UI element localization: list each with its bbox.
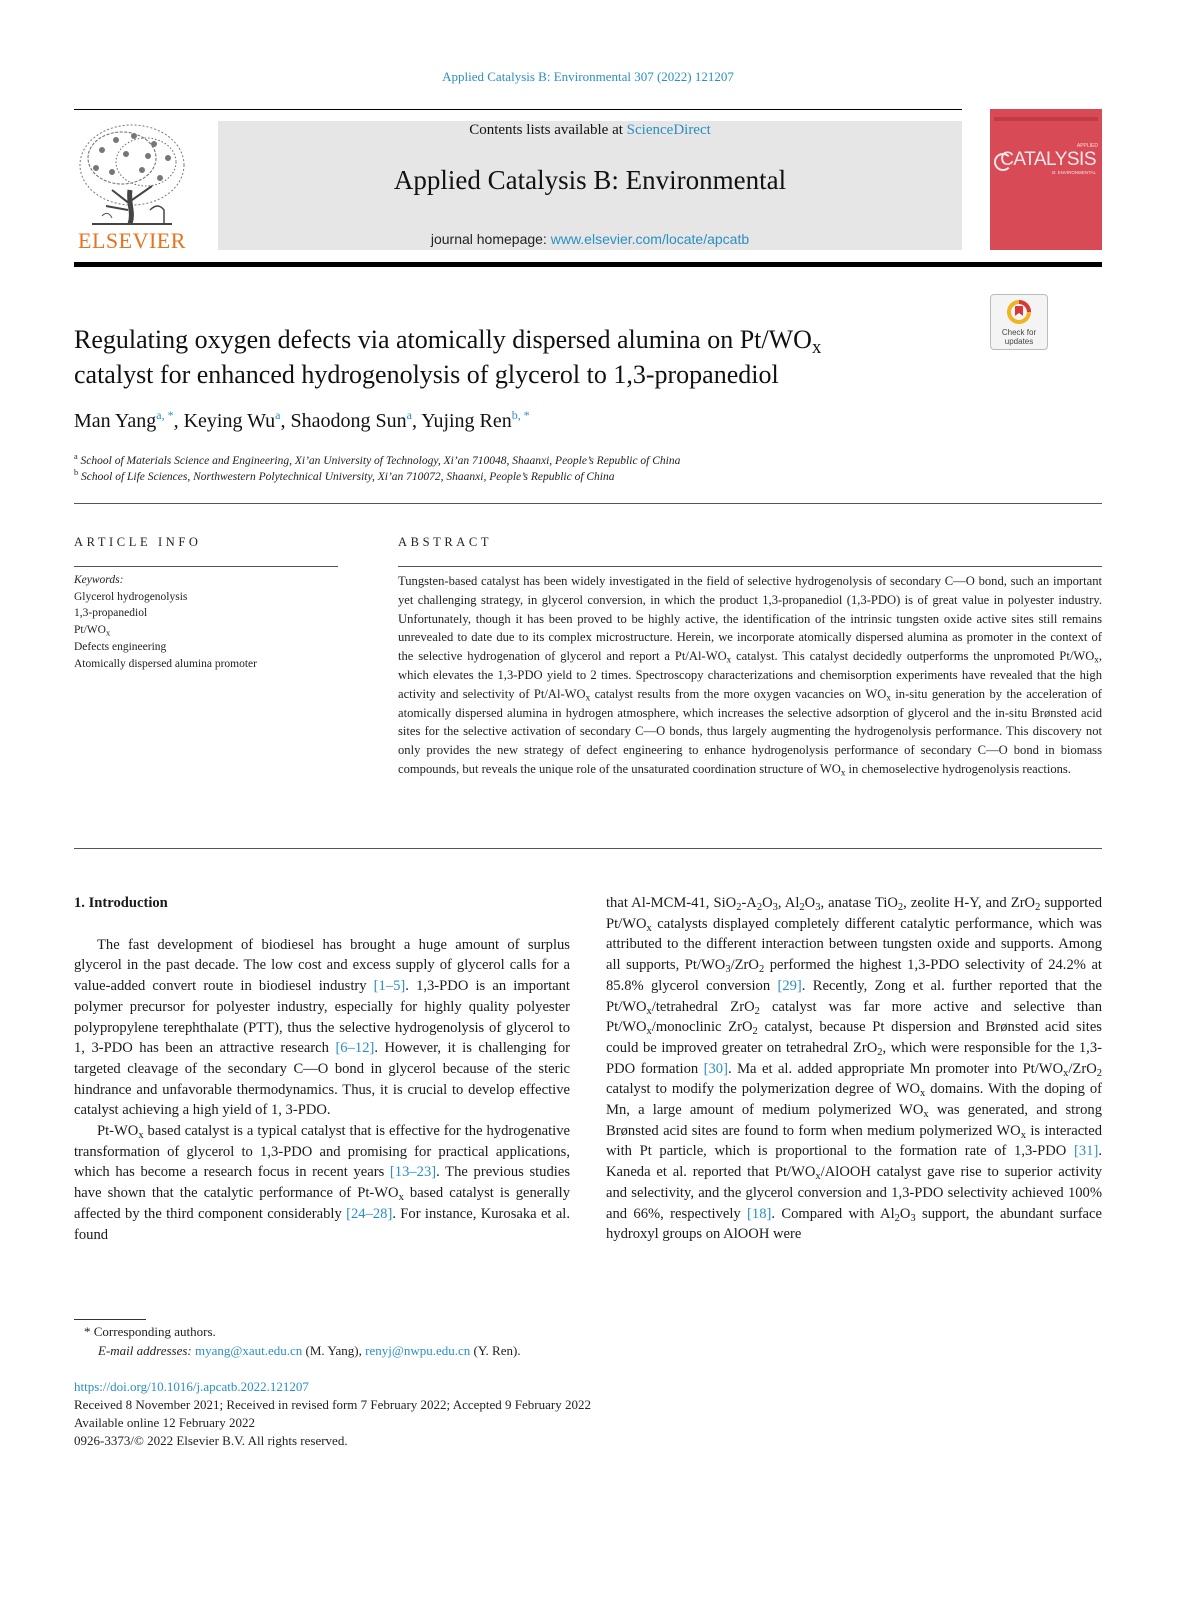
author-name[interactable]: Shaodong Sun	[290, 410, 407, 432]
reference-link[interactable]: [18]	[747, 1205, 772, 1222]
author-name[interactable]: Yujing Ren	[421, 410, 512, 432]
reference-link[interactable]: [31]	[1074, 1143, 1099, 1160]
cover-small-top: APPLIED	[1076, 143, 1098, 149]
check-for-updates-badge[interactable]	[990, 294, 1048, 350]
title-line1: Regulating oxygen defects via atomically dispersed alumina on Pt/WO	[74, 325, 812, 354]
article-info-heading: ARTICLE INFO	[74, 535, 202, 549]
footnote-rule	[74, 1319, 146, 1320]
paragraph: The fast development of biodiesel has brought a huge amount of surplus glycerol in the past decade. The low cost and excess supply of glycerol calls for a value-added convert route in biodiesel industry [1–5]. 1,3-PDO is an important polymer precursor for polyester industry, especially for highly quality polyester polypropylene terephthalate (PTT), thus the selective hydrogenolysis of glycerol to 1, 3-PDO has been an attractive research [6–12]. However, it is challenging for targeted cleavage of the secondary C—O bond in glycerol because of the steric hindrance and unfavorable thermodynamics. Thus, it is crucial to develop effective catalyst achieving a high yield of 1, 3-PDO.	[74, 936, 570, 1119]
email-link[interactable]: myang@xaut.edu.cn	[195, 1343, 303, 1358]
keyword-subscript: x	[105, 628, 111, 638]
author-affil-mark[interactable]: a	[275, 408, 281, 422]
author-name[interactable]: Man Yang	[74, 410, 157, 432]
keyword-text: Pt/WO	[74, 624, 106, 637]
journal-citation[interactable]: Applied Catalysis B: Environmental 307 (2022) 121207	[442, 69, 734, 84]
cover-small-bottom: B: ENVIRONMENTAL	[1052, 170, 1096, 175]
title-subscript: x	[811, 337, 822, 359]
contents-prefix: Contents lists available at	[469, 122, 627, 138]
author-affil-mark[interactable]: a, *	[156, 408, 174, 422]
corresponding-author-note: * Corresponding authors.	[84, 1324, 216, 1339]
reference-link[interactable]: [1–5]	[373, 978, 406, 995]
paragraph: $Pt-WO_x$ based catalyst is a typical catalyst that is effective for the hydrogenative transformation of glycerol to 1,3-PDO and promising for practical applications, which has become a research focus in recent years [13–23]. The previous studies have shown that the catalytic performance of $Pt-WO_x$ based catalyst is generally affected by the third component considerably [24–28]. For instance, Kurosaka et al. found	[74, 1123, 571, 1243]
header-rule	[74, 109, 962, 110]
email-addresses-note	[98, 1343, 521, 1359]
email-label: E-mail addresses:	[98, 1343, 192, 1358]
title-line2: catalyst for enhanced hydrogenolysis of glycerol to 1,3-propanediol	[74, 360, 779, 389]
copyright-line: 0926-3373/© 2022 Elsevier B.V. All rights reserved.	[74, 1433, 348, 1448]
email-link[interactable]: renyj@nwpu.edu.cn	[365, 1343, 471, 1358]
affiliation-mark: b	[74, 468, 79, 478]
keyword: 1,3-propanediol	[74, 607, 148, 620]
author-affil-mark[interactable]: b, *	[511, 408, 530, 422]
journal-title: Applied Catalysis B: Environmental	[393, 165, 787, 195]
section-heading: 1. Introduction	[74, 895, 168, 911]
author-affil-mark[interactable]: a	[406, 408, 412, 422]
affiliation	[74, 452, 681, 467]
affiliation-rule	[74, 503, 1102, 504]
abstract-text: Tungsten-based catalyst has been widely investigated in the field of selective hydrogenolysis of secondary C—O bond, such an important yet challenging strategy, in glycerol conversion, in which the product 1,3-propanediol (1,3-PDO) is of great value in polyester industry. Unfortunately, though it has been proved to be highly active, the identification of the intrinsic tungsten oxide active sites still remains unrevealed to date due to its complex microstructure. Herein, we incorporate atomically dispersed alumina as promoter in the context of the selective hydrogenation of glycerol and report a $Pt/Al-WO_x$ catalyst. This catalyst decidedly outperforms the unpromoted $Pt/WO_x$, which elevates the 1,3-PDO yield to 2 times. Spectroscopy characterizations and chemisorption experiments have revealed that the high activity and selectivity of $Pt/Al-WO_x$ catalyst results from the more oxygen vacancies on $WO_x$ in-situ generation by the acceleration of atomically dispersed alumina in hydrogen atmosphere, which increases the selective adsorption of glycerol and the in-situ Brønsted acid sites for the selective activation of secondary C—O bonds, thus largely augmenting the hydrogenolysis performance. This discovery not only provides the new strategy of defect engineering to enhance hydrogenolysis performance of secondary C—O bond in biomass compounds, but reveals the unique role of the unsaturated coordination structure of $WO_x$ in chemoselective hydrogenolysis reactions.	[398, 574, 1102, 778]
affiliation-text: School of Life Sciences, Northwestern Polytechnical University, Xi’an 710072, Shaanxi, People’s Republic of China	[81, 471, 615, 483]
reference-link[interactable]: [6–12]	[335, 1040, 375, 1057]
publisher-wordmark: ELSEVIER	[78, 228, 186, 253]
abstract-end-rule	[74, 848, 1102, 849]
keyword	[74, 622, 338, 639]
received-dates: Received 8 November 2021; Received in revised form 7 February 2022; Accepted 9 February 2022	[74, 1397, 591, 1412]
available-online-date: Available online 12 February 2022	[74, 1415, 255, 1430]
reference-link[interactable]: [30]	[703, 1060, 728, 1077]
article-title	[74, 322, 954, 392]
cover-bar	[994, 117, 1098, 121]
email-owner: (Y. Ren).	[470, 1343, 521, 1358]
affiliation-mark: a	[74, 452, 78, 462]
cover-title: CATALYSIS	[1000, 149, 1096, 170]
journal-banner	[218, 121, 962, 250]
body-column-left	[74, 893, 570, 1245]
paragraph: that Al-MCM-41, $SiO_2-A_2O_3$, $Al_2O_3$, anatase TiO$_2$, zeolite H-Y, and ZrO$_2$ supported $Pt/WO_x$ catalysts displayed completely different catalytic performance, which was attributed to the different interaction between tungsten oxide and supports. Among all supports, $Pt/WO_3/ZrO_2$ performed the highest 1,3-PDO selectivity of 24.2% at 85.8% glycerol conversion [29]. Recently, Zong et al. further reported that the $Pt/WO_x$/tetrahedral ZrO$_2$ catalyst was far more active and selective than $Pt/WO_x$/monoclinic ZrO$_2$ catalyst, because Pt dispersion and Brønsted acid sites could be improved greater on tetrahedral ZrO$_2$, which were responsible for the 1,3-PDO formation [30]. Ma et al. added appropriate Mn promoter into $Pt/WO_x/ZrO_2$ catalyst to modify the polymerization degree of $WO_x$ domains. With the doping of Mn, a large amount of medium polymerized $WO_x$ was generated, and strong Brønsted acid sites are found to form when medium polymerized $WO_x$ is interacted with Pt particle, which is proportional to the formation rate of 1,3-PDO [31]. Kaneda et al. reported that $Pt/WO_x$/AlOOH catalyst gave rise to superior activity and selectivity, and the glycerol conversion and 1,3-PDO selectivity achieved 100% and 66%, respectively [18]. Compared with $Al_2O_3$ support, the abundant surface hydroxyl groups on AlOOH were	[606, 895, 1103, 1243]
journal-cover-thumbnail[interactable]	[990, 109, 1102, 250]
banner-thick-rule	[74, 262, 1102, 267]
body-column-right	[606, 893, 1102, 1245]
check-updates-icon	[1006, 299, 1032, 325]
email-owner: (M. Yang),	[302, 1343, 366, 1358]
keywords-label: Keywords:	[74, 574, 124, 586]
homepage-line	[218, 231, 962, 247]
homepage-link[interactable]: www.elsevier.com/locate/apcatb	[550, 231, 750, 247]
abstract-rule	[398, 566, 1102, 567]
abstract-heading: ABSTRACT	[398, 535, 493, 549]
reference-link[interactable]: [24–28]	[346, 1205, 393, 1222]
keyword: Atomically dispersed alumina promoter	[74, 657, 257, 670]
article-info-rule	[74, 566, 338, 567]
keywords-block	[74, 572, 338, 672]
affiliation	[74, 468, 615, 483]
contents-line	[218, 122, 962, 139]
author-list: Man Yang$^{a, *}$, Keying Wu$^a$, Shaodong Sun$^a$, Yujing Ren$^{b, *}$	[74, 408, 530, 432]
affiliation-text: School of Materials Science and Engineering, Xi’an University of Technology, Xi’an 710048, Shaanxi, People’s Republic of China	[80, 455, 681, 467]
reference-link[interactable]: [13–23]	[389, 1164, 437, 1181]
doi-link[interactable]: https://doi.org/10.1016/j.apcatb.2022.121207	[74, 1379, 309, 1394]
reference-link[interactable]: [29]	[777, 977, 802, 994]
keyword: Defects engineering	[74, 640, 167, 653]
author-name[interactable]: Keying Wu	[183, 410, 276, 432]
check-updates-label: Check for updates	[1001, 328, 1037, 346]
homepage-prefix: journal homepage:	[430, 231, 551, 247]
sciencedirect-link[interactable]: ScienceDirect	[626, 122, 711, 138]
keyword: Glycerol hydrogenolysis	[74, 590, 188, 603]
